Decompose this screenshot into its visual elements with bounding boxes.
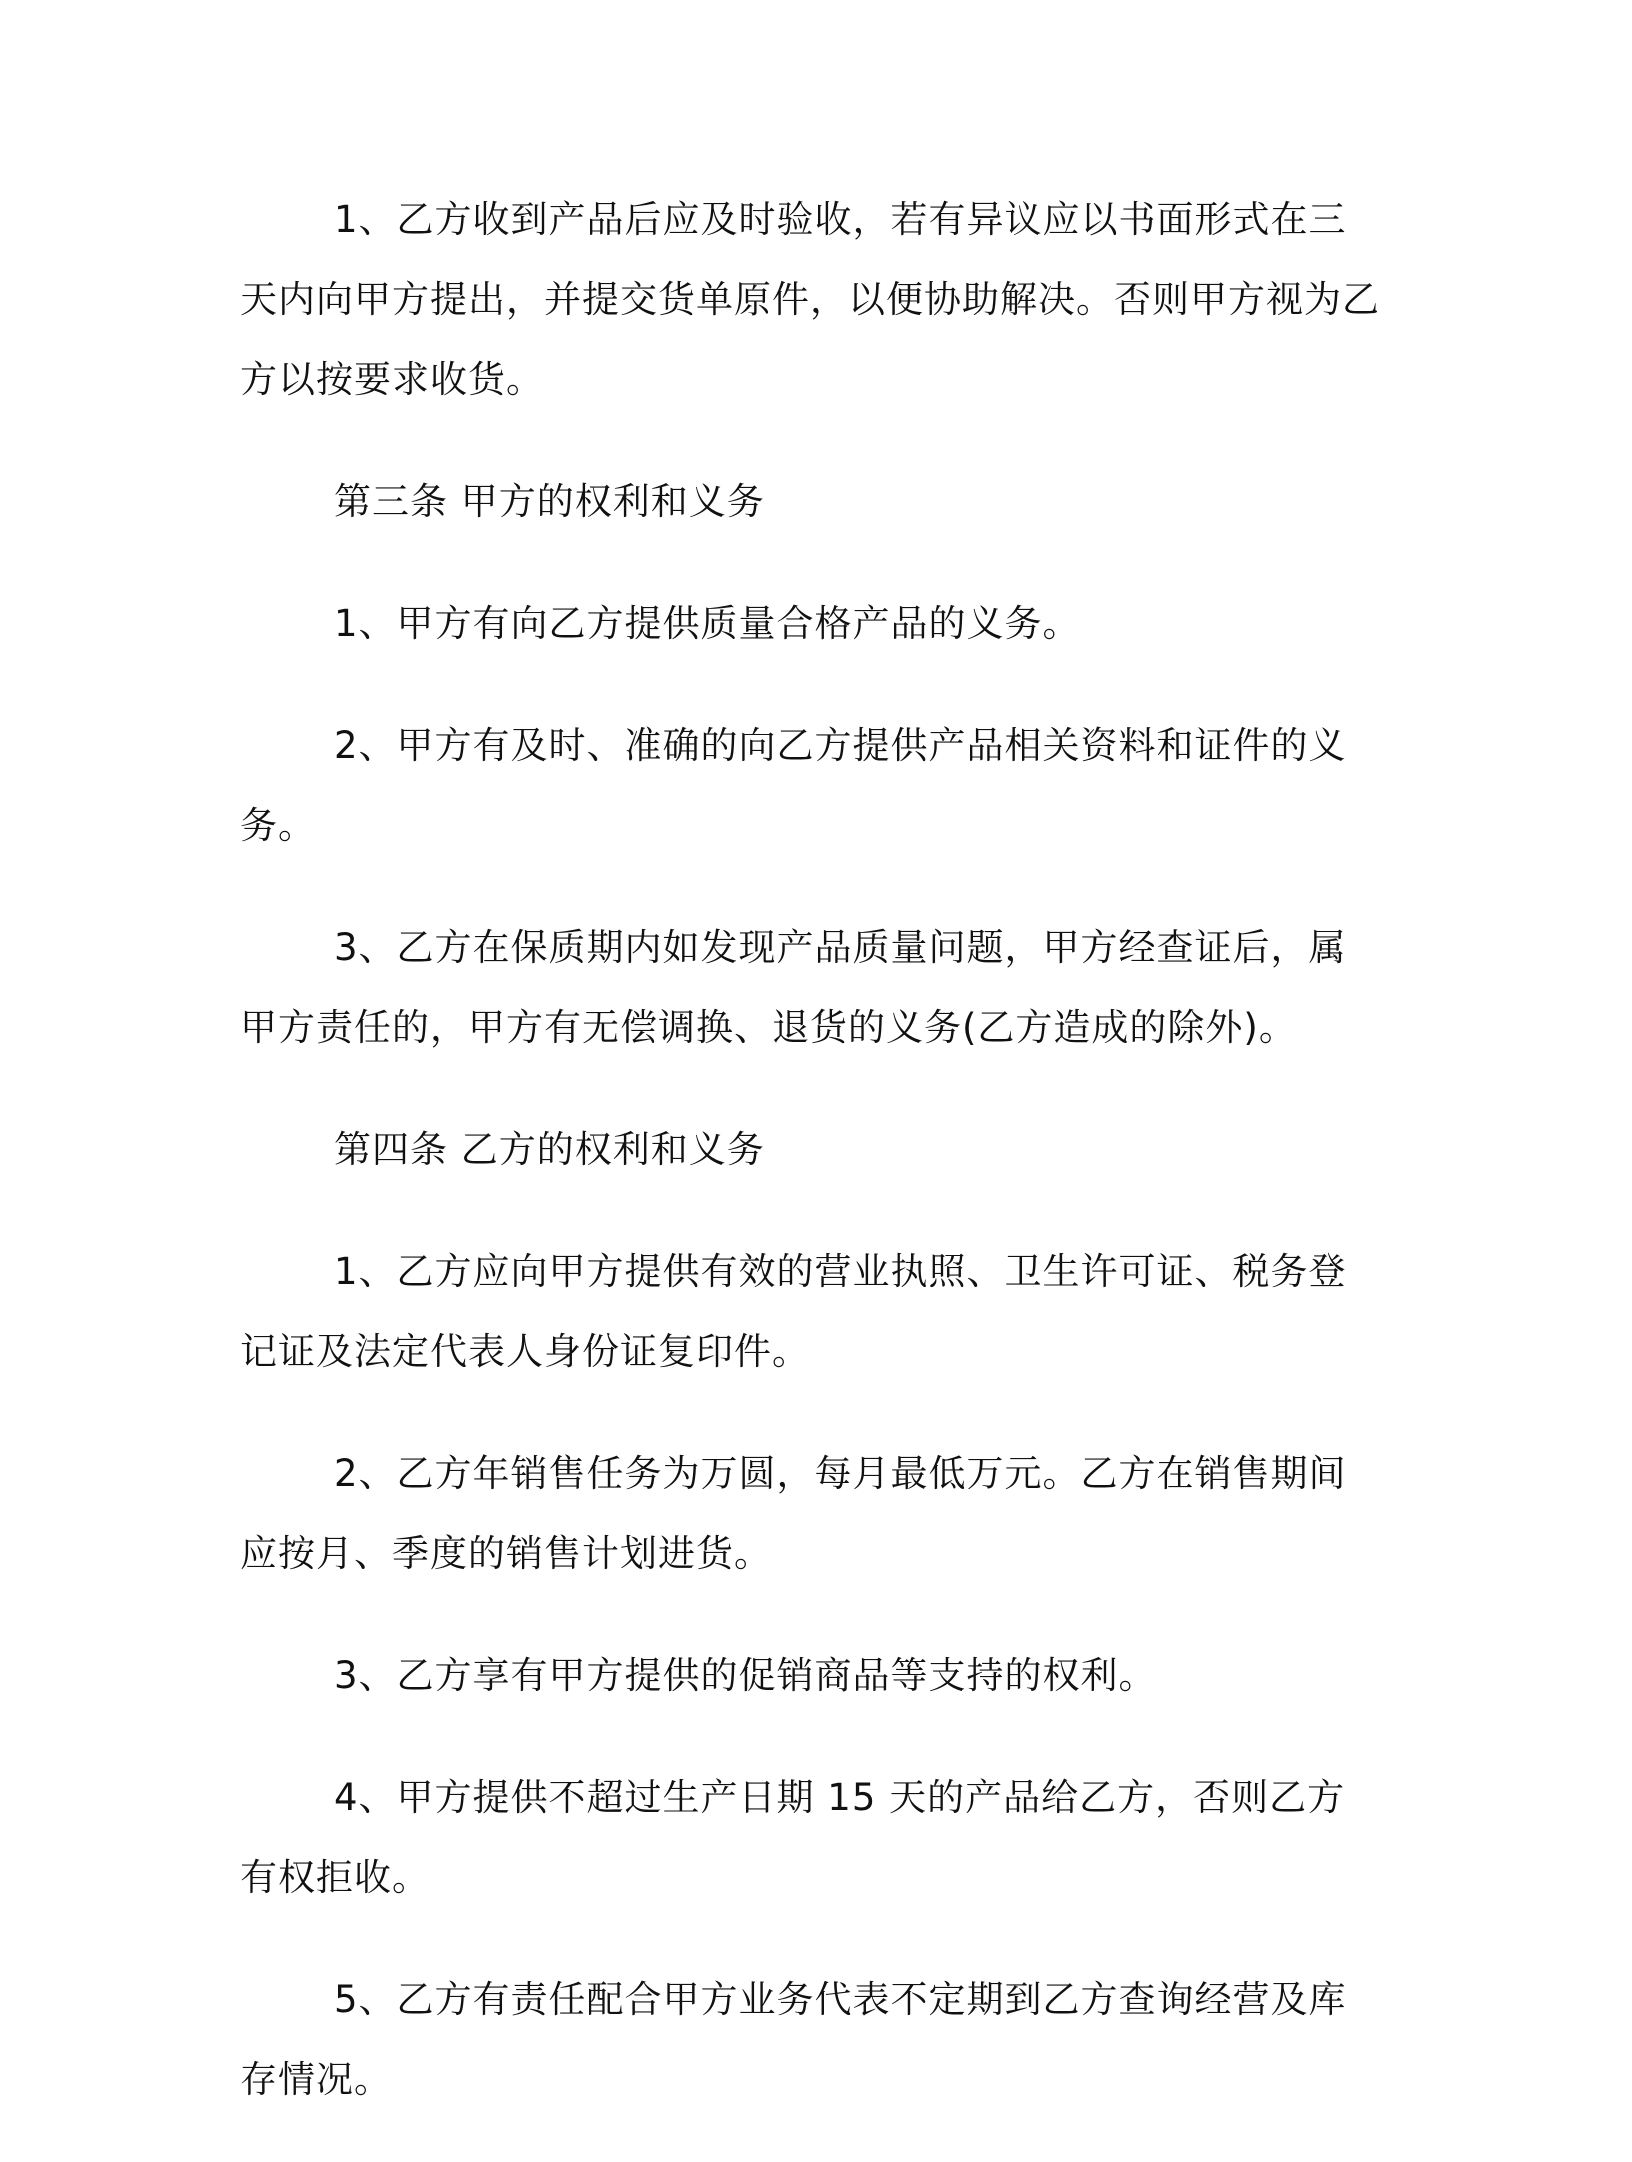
document-body (240, 180, 1380, 2162)
clause-paragraph: 3、乙方享有甲方提供的促销商品等支持的权利。 (334, 1654, 1157, 1697)
clause-paragraph: 4、甲方提供不超过生产日期 15 天的产品给乙方，否则乙方有权拒收。 (240, 1776, 1346, 1899)
clause-paragraph: 2、乙方年销售任务为万圆，每月最低万元。乙方在销售期间应按月、季度的销售计划进货。 (240, 1452, 1347, 1575)
clause-paragraph: 2、甲方有及时、准确的向乙方提供产品相关资料和证件的义务。 (240, 724, 1347, 847)
section-heading: 第三条 甲方的权利和义务 (334, 480, 765, 523)
clause-paragraph: 1、乙方收到产品后应及时验收，若有异议应以书面形式在三天内向甲方提出，并提交货单原件，以便协助解决。否则甲方视为乙方以按要求收货。 (240, 198, 1380, 401)
section-heading: 第四条 乙方的权利和义务 (334, 1128, 765, 1171)
clause-paragraph: 3、乙方在保质期内如发现产品质量问题，甲方经查证后，属甲方责任的，甲方有无偿调换、退货的义务(乙方造成的除外)。 (240, 926, 1347, 1049)
clause-paragraph: 1、甲方有向乙方提供质量合格产品的义务。 (334, 602, 1081, 645)
clause-paragraph: 5、乙方有责任配合甲方业务代表不定期到乙方查询经营及库存情况。 (240, 1978, 1347, 2101)
clause-paragraph: 1、乙方应向甲方提供有效的营业执照、卫生许可证、税务登记证及法定代表人身份证复印件。 (240, 1250, 1347, 1373)
